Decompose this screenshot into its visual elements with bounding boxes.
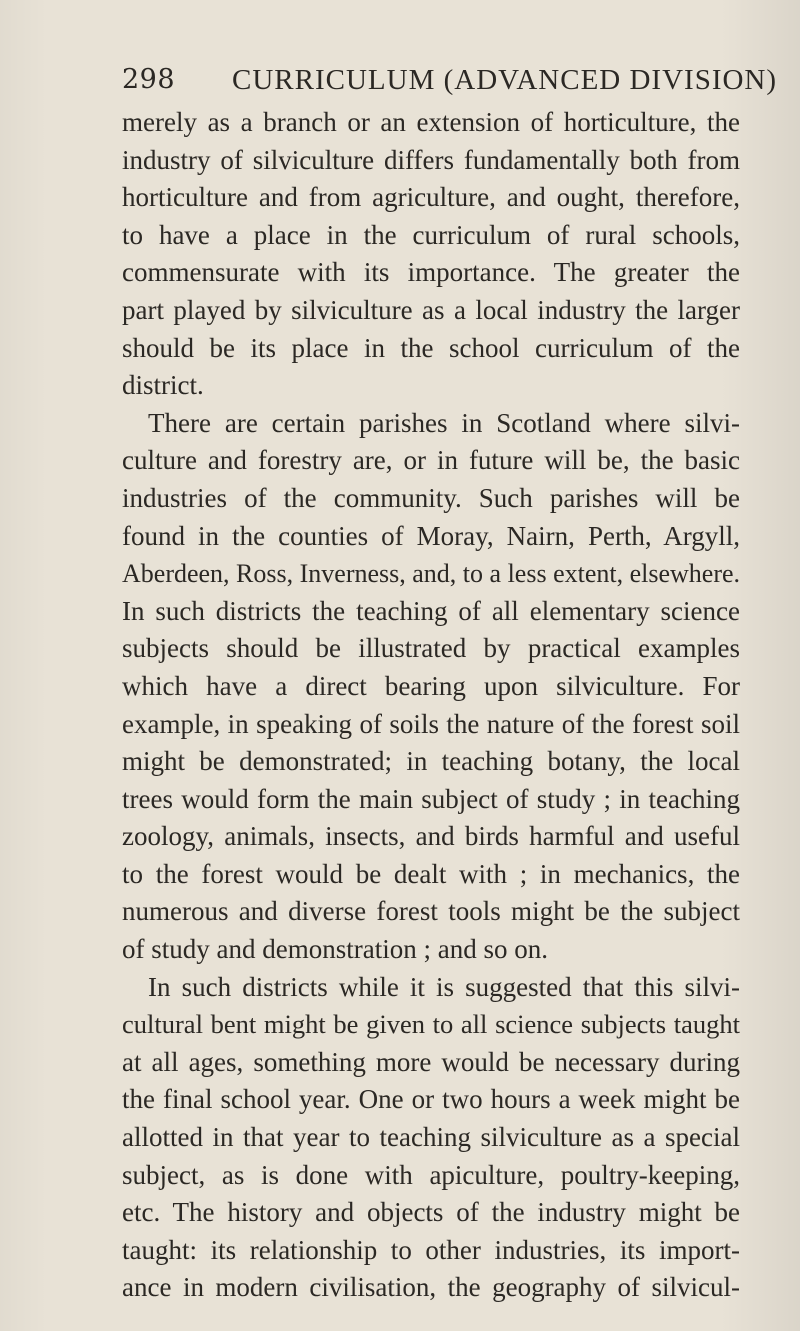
text-line: cultural bent might be given to all science subjects taught bbox=[122, 1009, 740, 1040]
text-line: There are certain parishes in Scotland where silvi- bbox=[148, 407, 740, 438]
text-line: subjects should be illustrated by practical examples bbox=[122, 633, 740, 664]
text-line: of study and demonstration ; and so on. bbox=[122, 934, 548, 965]
text-line: example, in speaking of soils the nature of the forest soil bbox=[122, 708, 740, 739]
text-line: industry of silviculture differs fundamentally both from bbox=[122, 144, 740, 175]
text-line: which have a direct bearing upon silviculture. For bbox=[122, 670, 740, 701]
text-line: allotted in that year to teaching silviculture as a special bbox=[122, 1122, 740, 1153]
text-line: numerous and diverse forest tools might be the subject bbox=[122, 896, 740, 927]
page-number: 298 bbox=[122, 64, 176, 95]
text-line: taught: its relationship to other industries, its import- bbox=[122, 1234, 740, 1265]
text-line: Aberdeen, Ross, Inverness, and, to a less extent, elsewhere. bbox=[122, 559, 741, 589]
text-line: ance in modern civilisation, the geography of silvicul- bbox=[122, 1272, 740, 1303]
body-text bbox=[122, 104, 740, 1307]
paragraph-2 bbox=[122, 405, 740, 969]
running-title: CURRICULUM (ADVANCED DIVISION) bbox=[232, 64, 778, 96]
text-line: In such districts the teaching of all elementary science bbox=[122, 595, 740, 626]
text-line: at all ages, something more would be necessary during bbox=[122, 1046, 740, 1077]
text-line: trees would form the main subject of study ; in teaching bbox=[122, 783, 740, 814]
text-line: commensurate with its importance. The greater the bbox=[122, 257, 740, 288]
paragraph-3 bbox=[122, 969, 740, 1307]
text-line: industries of the community. Such parishes will be bbox=[122, 482, 740, 513]
text-line: should be its place in the school curriculum of the bbox=[122, 332, 740, 363]
text-line: to have a place in the curriculum of rural schools, bbox=[122, 219, 740, 250]
text-line: In such districts while it is suggested that this silvi- bbox=[148, 971, 740, 1002]
page-header bbox=[122, 60, 778, 100]
text-line: horticulture and from agriculture, and ought, therefore, bbox=[122, 182, 740, 213]
text-line: might be demonstrated; in teaching botany, the local bbox=[122, 746, 740, 777]
paragraph-1 bbox=[122, 104, 740, 405]
text-line: district. bbox=[122, 370, 204, 401]
text-line: to the forest would be dealt with ; in mechanics, the bbox=[122, 858, 740, 889]
text-line: subject, as is done with apiculture, poultry-keeping, bbox=[122, 1159, 740, 1190]
text-line: culture and forestry are, or in future will be, the basic bbox=[122, 445, 740, 476]
text-line: part played by silviculture as a local industry the larger bbox=[122, 294, 740, 325]
text-line: zoology, animals, insects, and birds harmful and useful bbox=[122, 821, 740, 852]
text-line: found in the counties of Moray, Nairn, Perth, Argyll, bbox=[122, 520, 740, 551]
text-line: the final school year. One or two hours a week might be bbox=[122, 1084, 740, 1115]
text-line: etc. The history and objects of the industry might be bbox=[122, 1197, 740, 1228]
text-line: merely as a branch or an extension of horticulture, the bbox=[122, 107, 740, 137]
